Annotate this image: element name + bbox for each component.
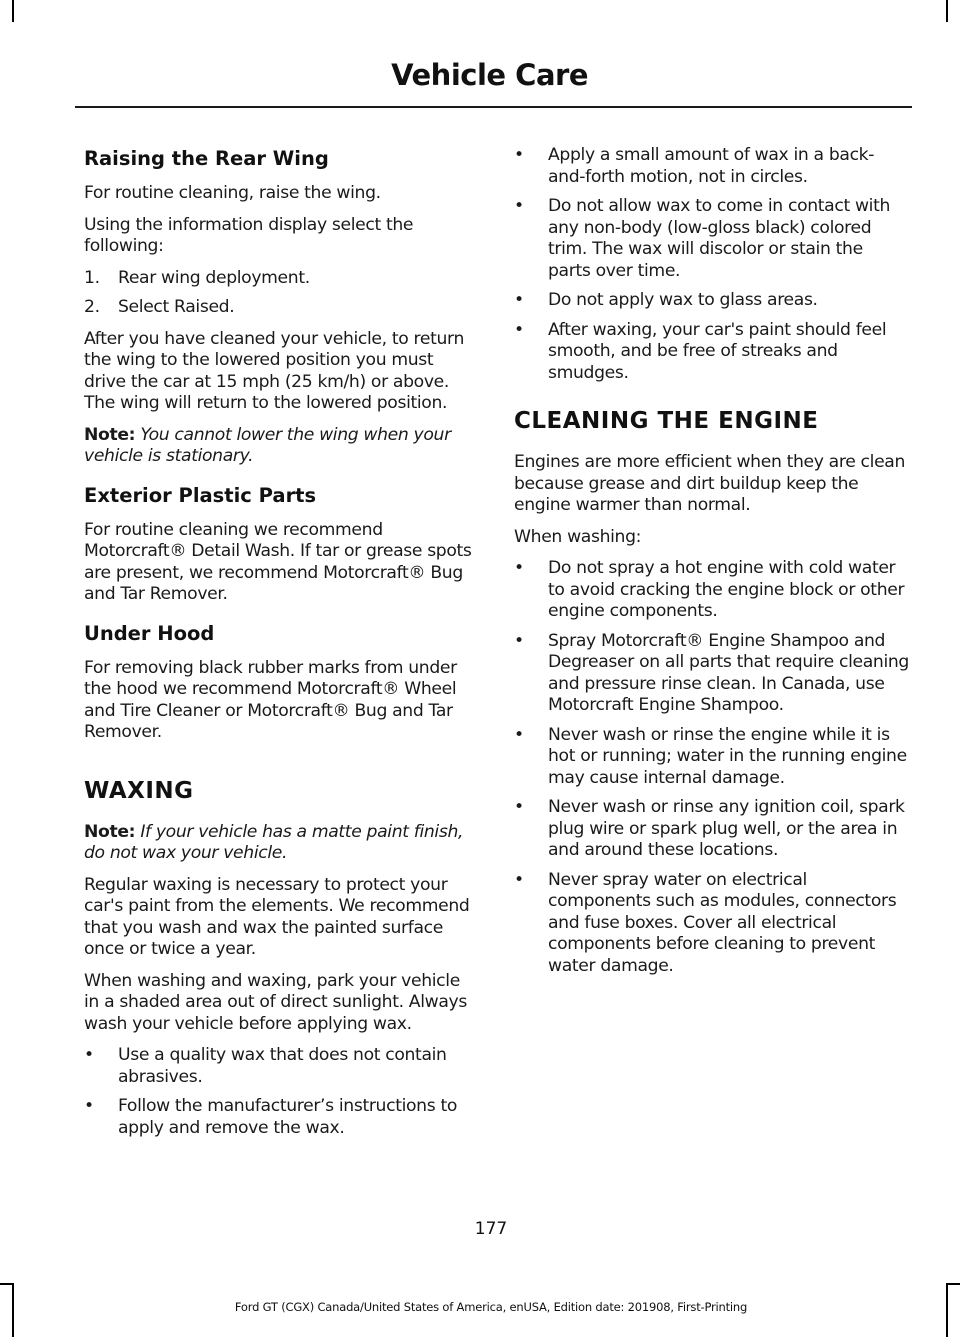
- list-item: [84, 297, 476, 319]
- bullet: •: [514, 630, 524, 651]
- bullet-text: Use a quality wax that does not contain abrasives.: [118, 1045, 447, 1087]
- list-item: [514, 870, 910, 978]
- page-header-title: Vehicle Care: [391, 58, 588, 92]
- crop-mark-bottom-left-horizontal: [0, 1283, 14, 1285]
- bullet: •: [84, 1096, 94, 1116]
- bullet-text: Do not apply wax to glass areas.: [548, 290, 818, 310]
- crop-mark-top-left: [12, 0, 14, 22]
- bullet-text: Never wash or rinse any ignition coil, spark plug wire or spark plug well, or the area in and around these locations.: [548, 797, 905, 860]
- cleaning-engine-heading: CLEANING THE ENGINE: [514, 408, 819, 434]
- note-text: If your vehicle has a matte paint finish, do not wax your vehicle.: [84, 821, 464, 863]
- list-item: [84, 1096, 476, 1139]
- crop-mark-top-right: [946, 0, 948, 22]
- engine-paragraph-2: When washing:: [514, 526, 642, 547]
- rear-wing-heading: Raising the Rear Wing: [84, 147, 329, 170]
- bullet-text: Never spray water on electrical components such as modules, connectors and fuse boxes. Cover all electrical components before cleaning to prevent water damage.: [548, 869, 897, 976]
- rear-wing-paragraph-1: For routine cleaning, raise the wing.: [84, 183, 381, 203]
- bullet: •: [84, 1045, 94, 1065]
- waxing-bullets-right: [514, 145, 910, 384]
- bullet: •: [514, 290, 524, 310]
- plastic-parts-heading: Exterior Plastic Parts: [84, 483, 317, 507]
- plastic-parts-paragraph: For routine cleaning we recommend Motorcraft® Detail Wash. If tar or grease spots are present, we recommend Motorcraft® Bug and Tar Remover.: [84, 519, 472, 604]
- bullet-text: Do not spray a hot engine with cold water to avoid cracking the engine block or other engine components.: [548, 558, 905, 621]
- list-item: [84, 268, 476, 290]
- step-number: 1.: [84, 267, 100, 288]
- under-hood-paragraph: For removing black rubber marks from under the hood we recommend Motorcraft® Wheel and Tire Cleaner or Motorcraft® Bug and Tar Remover.: [84, 657, 457, 742]
- bullet: •: [514, 724, 524, 745]
- bullet-text: Apply a small amount of wax in a back-and-forth motion, not in circles.: [548, 145, 875, 187]
- list-item: [514, 145, 910, 188]
- list-item: [514, 196, 910, 282]
- bullet: •: [514, 319, 524, 340]
- left-column: [84, 145, 476, 1149]
- bullet-text: After waxing, your car's paint should feel smooth, and be free of streaks and smudges.: [548, 319, 887, 383]
- right-column: [514, 145, 910, 987]
- step-text: Select Raised.: [118, 297, 235, 317]
- list-item: [514, 558, 910, 623]
- list-item: [84, 1045, 476, 1088]
- under-hood-heading: Under Hood: [84, 621, 215, 645]
- list-item: [514, 320, 910, 385]
- note-text: You cannot lower the wing when your vehicle is stationary.: [84, 424, 451, 466]
- list-item: [514, 631, 910, 717]
- rear-wing-steps: [84, 268, 476, 319]
- bullet-text: Never wash or rinse the engine while it is hot or running; water in the running engine may cause internal damage.: [548, 724, 907, 788]
- bullet: •: [514, 797, 524, 817]
- list-item: [514, 290, 910, 312]
- bullet: •: [514, 869, 524, 890]
- rear-wing-paragraph-3: After you have cleaned your vehicle, to return the wing to the lowered position you must drive the car at 15 mph (25 km/h) or above. The wing will return to the lowered position.: [84, 328, 465, 413]
- note-label: Note:: [84, 821, 136, 842]
- waxing-note: [84, 822, 476, 865]
- bullet: •: [514, 558, 524, 578]
- engine-bullets: [514, 558, 910, 977]
- note-label: Note:: [84, 424, 136, 445]
- crop-mark-bottom-right-horizontal: [946, 1283, 960, 1285]
- step-text: Rear wing deployment.: [118, 267, 310, 288]
- footer-edition-info: Ford GT (CGX) Canada/United States of America, enUSA, Edition date: 201908, First-Printing: [234, 1300, 748, 1314]
- list-item: [514, 725, 910, 790]
- waxing-bullets-left: [84, 1045, 476, 1139]
- page-number: 177: [474, 1219, 508, 1239]
- list-item: [514, 797, 910, 862]
- bullet: •: [514, 145, 524, 165]
- bullet: •: [514, 196, 524, 216]
- bullet-text: Follow the manufacturer’s instructions to apply and remove the wax.: [118, 1096, 458, 1138]
- bullet-text: Spray Motorcraft® Engine Shampoo and Degreaser on all parts that require cleaning and pressure rinse clean. In Canada, use Motorcraft Engine Shampoo.: [548, 630, 909, 715]
- rear-wing-paragraph-2: Using the information display select the following:: [84, 214, 414, 256]
- waxing-paragraph-2: When washing and waxing, park your vehicle in a shaded area out of direct sunlight. Always wash your vehicle before applying wax.: [84, 970, 467, 1034]
- waxing-paragraph-1: Regular waxing is necessary to protect your car's paint from the elements. We recommend that you wash and wax the painted surface once or twice a year.: [84, 874, 470, 959]
- header-rule: [75, 106, 912, 108]
- bullet-text: Do not allow wax to come in contact with any non-body (low-gloss black) colored trim. The wax will discolor or stain the parts over time.: [548, 196, 891, 281]
- waxing-heading: WAXING: [84, 777, 194, 804]
- step-number: 2.: [84, 297, 100, 317]
- rear-wing-note: [84, 425, 476, 468]
- engine-paragraph-1: Engines are more efficient when they are clean because grease and dirt buildup keep the engine warmer than normal.: [514, 452, 906, 515]
